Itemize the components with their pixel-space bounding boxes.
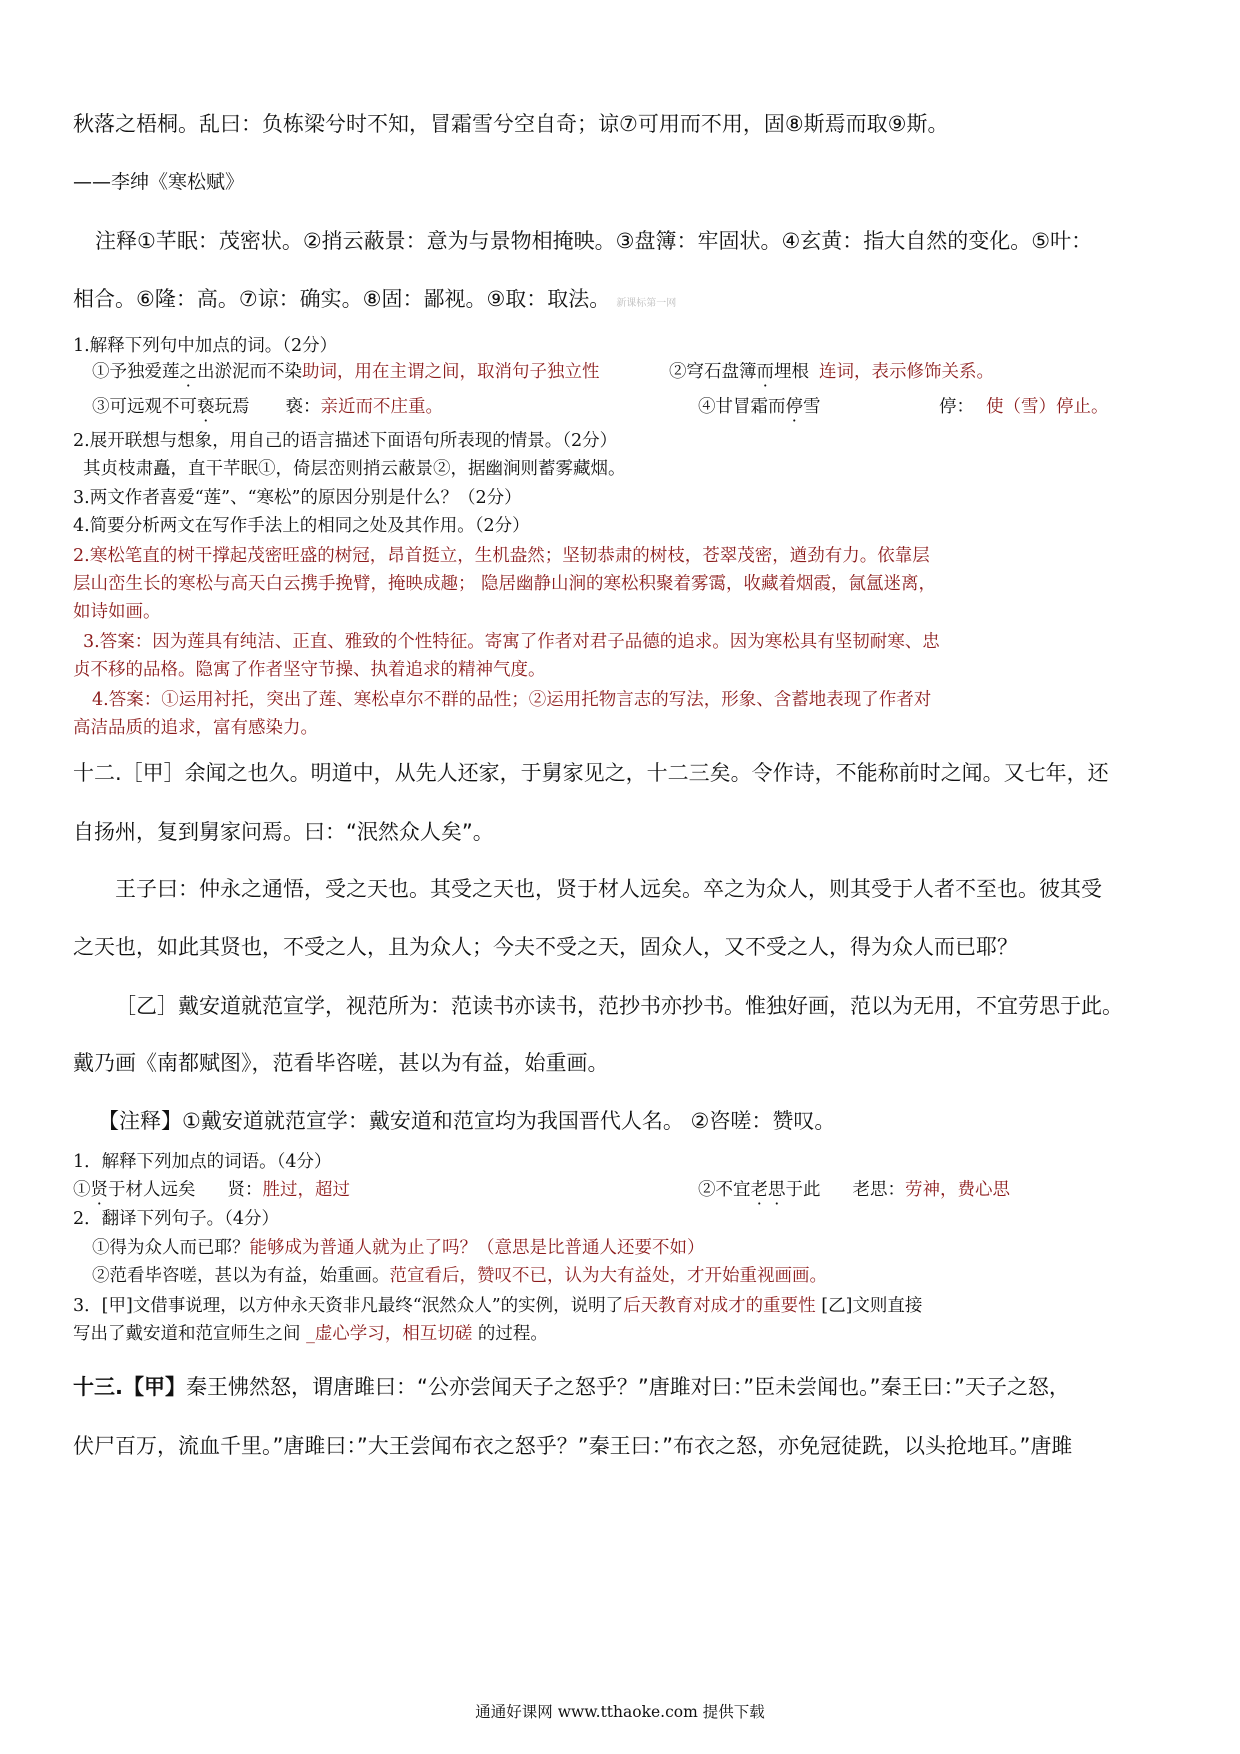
passage-line: 秋落之梧桐。乱曰：负栋梁兮时不知，冒霜雪兮空自奇；谅⑦可用而不用，固⑧斯焉而取⑨斯。: [73, 112, 949, 136]
section-12-note: 【注释】①戴安道就范宣学：戴安道和范宣均为我国晋代人名。 ②咨嗟：赞叹。: [98, 1109, 836, 1133]
item-text: ④甘冒霜而: [698, 397, 786, 417]
section-12-q1-item-1: [73, 1176, 350, 1201]
item-text: 于材人远矣: [108, 1180, 196, 1200]
watermark: 新课标第一网: [616, 298, 677, 309]
item-text: ①得为众人而已耶？: [92, 1238, 250, 1258]
section-13-line-1: [73, 1371, 1070, 1401]
item-text: ②范看毕咨嗟，甚以为有益，始重画。: [92, 1266, 390, 1286]
answer-4-line-1: 4.答案：①运用衬托，突出了莲、寒松卓尔不群的品性；②运用托物言志的写法，形象、含蓄地表现了作者对: [92, 690, 932, 710]
section-13-line-2: 伏尸百万，流血千里。”唐雎曰：”大王尝闻布衣之怒乎？”秦王曰：”布衣之怒，亦免冠徒跣，以头抢地耳。”唐雎: [73, 1434, 1073, 1458]
item-text: 的过程。: [472, 1324, 548, 1344]
notes-line-2: [73, 283, 676, 313]
question-1-item-4: [698, 393, 821, 418]
item-word: 老思：: [852, 1180, 905, 1200]
answer-3-line-1: 3.答案：因为莲具有纯洁、正直、雅致的个性特征。寄寓了作者对君子品德的追求。因为寒松具有坚韧耐寒、忠: [83, 632, 940, 652]
item-text: ③可远观不可: [92, 397, 197, 417]
section-12-question-1: 1．解释下列加点的词语。（4分）: [73, 1152, 332, 1172]
dotted-word: 停: [785, 397, 803, 417]
section-text: 秦王怫然怒，谓唐雎曰：“公亦尝闻天子之怒乎？”唐雎对曰：”臣未尝闻也。”秦王曰：”天子之怒，: [185, 1375, 1070, 1399]
question-2: 2.展开联想与想象，用自己的语言描述下面语句所表现的情景。（2分）: [73, 431, 618, 451]
answer-3-line-2: 贞不移的品格。隐寓了作者坚守节操、执着追求的精神气度。: [73, 660, 546, 680]
section-12-line-6: 戴乃画《南都赋图》，范看毕咨嗟，甚以为有益，始重画。: [73, 1051, 609, 1075]
item-text: ②穹石盘簿: [669, 362, 757, 382]
section-12-q2-item-1: [92, 1234, 705, 1259]
answer-text: 亲近而不庄重。: [320, 397, 443, 417]
dotted-word: 之: [179, 362, 197, 382]
question-3: 3.两文作者喜爱“莲”、“寒松”的原因分别是什么？（2分）: [73, 488, 522, 508]
answer-2-line-1: 2.寒松笔直的树干撑起茂密旺盛的树冠，昂首挺立，生机盎然；坚韧恭肃的树枝，苍翠茂密，遒劲有力。依靠层: [73, 546, 930, 566]
item-text: 于此: [785, 1180, 821, 1200]
section-12-q2-item-2: [92, 1262, 827, 1287]
item-text: 埋根: [774, 362, 809, 382]
answer-text: 劳神，费心思: [905, 1180, 1010, 1200]
item-text: ①: [73, 1180, 91, 1200]
item-text: 写出了戴安道和范宣师生之间: [73, 1324, 307, 1344]
answer-text: 连词，表示修饰关系。: [819, 362, 994, 382]
item-word: 停：: [939, 397, 974, 417]
item-word: 亵：: [285, 397, 321, 417]
item-text: [乙]文则直接: [815, 1296, 923, 1316]
dotted-word: 亵: [197, 397, 215, 417]
dotted-word: 老: [750, 1180, 768, 1200]
page-footer: 通通好课网 www.tthaoke.com 提供下载: [475, 1703, 765, 1721]
section-12-question-2: 2．翻译下列句子。（4分）: [73, 1209, 280, 1229]
answer-text: 使（雪）停止。: [986, 397, 1109, 417]
dotted-word: 而: [756, 362, 774, 382]
answer-text: _虚心学习，相互切磋: [306, 1324, 473, 1344]
section-12-line-1: 十二.［甲］余闻之也久。明道中，从先人还家，于舅家见之，十二三矣。令作诗，不能称前时之闻。又七年，还: [73, 761, 1109, 785]
notes-line-2-text: 相合。⑥隆：高。⑦谅：确实。⑧固：鄙视。⑨取：取法。: [73, 287, 611, 311]
item-text: ②不宜: [698, 1180, 751, 1200]
question-1-item-1: [92, 358, 600, 383]
notes-line-1: 注释①芊眠：茂密状。②捎云蔽景：意为与景物相掩映。③盘簿：牢固状。④玄黄：指大自然的变化。⑤叶：: [95, 229, 1093, 253]
section-12-question-3-line-2: [73, 1320, 548, 1345]
answer-text: 后天教育对成才的重要性: [623, 1296, 816, 1316]
answer-2-line-3: 如诗如画。: [73, 602, 161, 622]
answer-text: 胜过，超过: [262, 1180, 350, 1200]
question-4: 4.简要分析两文在写作手法上的相同之处及其作用。（2分）: [73, 516, 530, 536]
section-tag: 【甲】: [122, 1375, 186, 1399]
section-12-q1-item-2: [698, 1176, 1010, 1201]
item-word: 贤：: [227, 1180, 263, 1200]
item-text: 玩焉: [214, 397, 250, 417]
section-number: 十三.: [73, 1375, 123, 1399]
section-12-line-3: 王子曰：仲永之通悟，受之天也。其受之天也，贤于材人远矣。卒之为众人，则其受于人者不至也。彼其受: [115, 877, 1102, 901]
dotted-word: 贤: [90, 1180, 108, 1200]
item-text: 3．[甲]文借事说理，以方仲永天资非凡最终“泯然众人”的实例，说明了: [73, 1296, 624, 1316]
question-1-item-2: [669, 358, 994, 383]
section-12-line-2: 自扬州，复到舅家问焉。曰：“泯然众人矣”。: [73, 820, 494, 844]
passage-author: ——李绅《寒松赋》: [73, 171, 245, 193]
answer-text: 助词，用在主谓之间，取消句子独立性: [302, 362, 600, 382]
answer-4-line-2: 高洁品质的追求，富有感染力。: [73, 718, 318, 738]
question-1-item-4-answer: [939, 393, 1109, 418]
question-1: 1.解释下列句中加点的词。（2分）: [73, 336, 338, 356]
answer-text: 能够成为普通人就为止了吗？（意思是比普通人还要不如）: [249, 1238, 705, 1258]
section-12-question-3-line-1: [73, 1292, 922, 1317]
item-text: 雪: [803, 397, 821, 417]
dotted-word: 思: [768, 1180, 786, 1200]
answer-text: 范宣看后，赞叹不已，认为大有益处，才开始重视画画。: [389, 1266, 827, 1286]
item-text: ①予独爱莲: [92, 362, 180, 382]
section-12-line-4: 之天也，如此其贤也，不受之人，且为众人；今夫不受之天，固众人，又不受之人，得为众人而已耶？: [73, 935, 1018, 959]
item-text: 出淤泥而不染: [197, 362, 302, 382]
question-1-item-3: [92, 393, 443, 418]
section-12-line-5: ［乙］戴安道就范宣学，视范所为：范读书亦读书，范抄书亦抄书。惟独好画，范以为无用，不宜劳思于此。: [115, 994, 1123, 1018]
question-2-text: 其贞枝肃矗，直干芊眠①，倚层峦则捎云蔽景②，据幽涧则蓄雾藏烟。: [83, 459, 626, 479]
answer-2-line-2: 层山峦生长的寒松与高天白云携手挽臂，掩映成趣； 隐居幽静山涧的寒松积聚着雾霭，收藏着烟霞，氤氲迷离，: [73, 574, 937, 594]
